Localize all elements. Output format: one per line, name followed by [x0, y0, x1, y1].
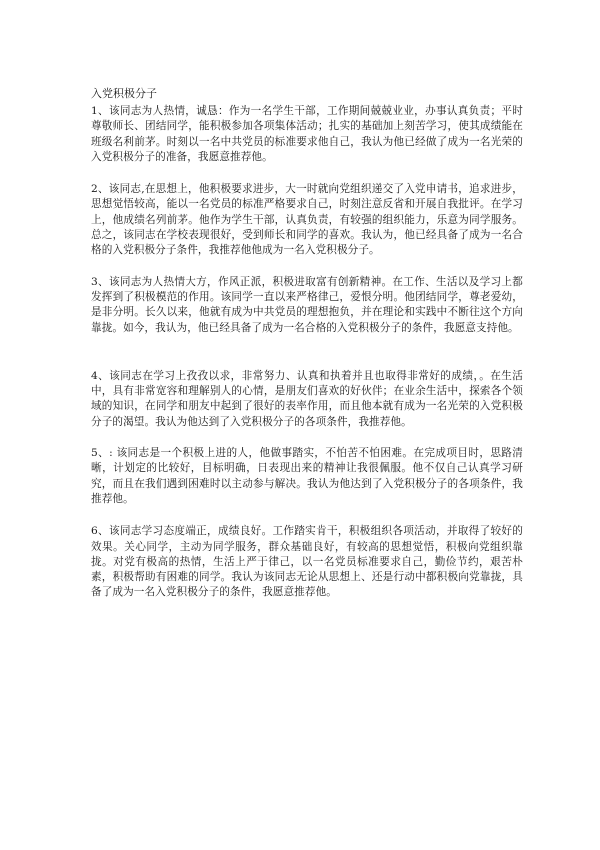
document-title: 入党积极分子	[91, 87, 157, 100]
recommendation-paragraph-1: 1、该同志为人热情，诚恳：作为一名学生干部，工作期间兢兢业业，办事认真负责；平时尊敬师长、团结同学，能积极参加各项集体活动；扎实的基础加上刻苦学习，使其成绩能在班级名利前茅。时刻以一名中共党员的标准要求他自己，我认为他已经做了成为一名光荣的入党积极分子的准备，我愿意推荐他。	[91, 105, 523, 163]
recommendation-paragraph-6: 6、该同志学习态度端正，成绩良好。工作踏实肯干，积极组织各项活动，并取得了较好的效果。关心同学，主动为同学服务，群众基础良好，有较高的思想觉悟，积极向党组织靠拢。对党有极高的热情，生活上严于律己，以一名党员标准要求自己，勤俭节约，艰苦朴素，积极帮助有困难的同学。我认为该同志无论从思想上、还是行动中都积极向党靠拢，具备了成为一名入党积极分子的条件，我愿意推荐他。	[91, 525, 523, 599]
recommendation-paragraph-4: 4、该同志在学习上孜孜以求，非常努力、认真和执着并且也取得非常好的成绩，。在生活中，具有非常宽容和理解别人的心情，是朋友们喜欢的好伙伴；在业余生活中，探索各个领域的知识，在同学和朋友中起到了很好的表率作用，而且他本就有成为一名光荣的入党积极分子的渴望。我认为他达到了入党积极分子的各项条件，我推荐他。	[91, 369, 523, 428]
recommendation-paragraph-5: 5、: 该同志是一个积极上进的人，他做事踏实，不怕苦不怕困难。在完成项目时，思路清晰，计划定的比较好，目标明确，日表现出来的精神让我很佩服。他不仅自己认真学习研究，而且在我们遇到困难时以主动参与解决。我认为他达到了入党积极分子的各项条件，我推荐他。	[91, 447, 523, 505]
recommendation-paragraph-2: 2、该同志,在思想上，他积极要求进步，大一时就向党组织递交了入党申请书，追求进步，思想觉悟较高，能以一名党员的标准严格要求自己，时刻注意反省和开展自我批评。在学习上，他成绩名列前茅。他作为学生干部，认真负责，有较强的组织能力，乐意为同学服务。总之，该同志在学校表现很好，受到师长和同学的喜欢。我认为，他已经具备了成为一名合格的入党积极分子条件，我推荐他他成为一名入党积极分子。	[91, 183, 523, 257]
document-page	[91, 86, 523, 601]
recommendation-paragraph-3: 3、该同志为人热情大方，作风正派，积极进取富有创新精神。在工作、生活以及学习上都发挥到了积极模范的作用。该同学一直以来严格律己，爱恨分明。他团结同学，尊老爱幼，是非分明。长久以来，他就有成为中共党员的理想抱负，并在理论和实践中不断往这个方向靠拢。如今，我认为，他已经具备了成为一名合格的入党积极分子的条件，我愿意支持他。	[91, 275, 523, 334]
